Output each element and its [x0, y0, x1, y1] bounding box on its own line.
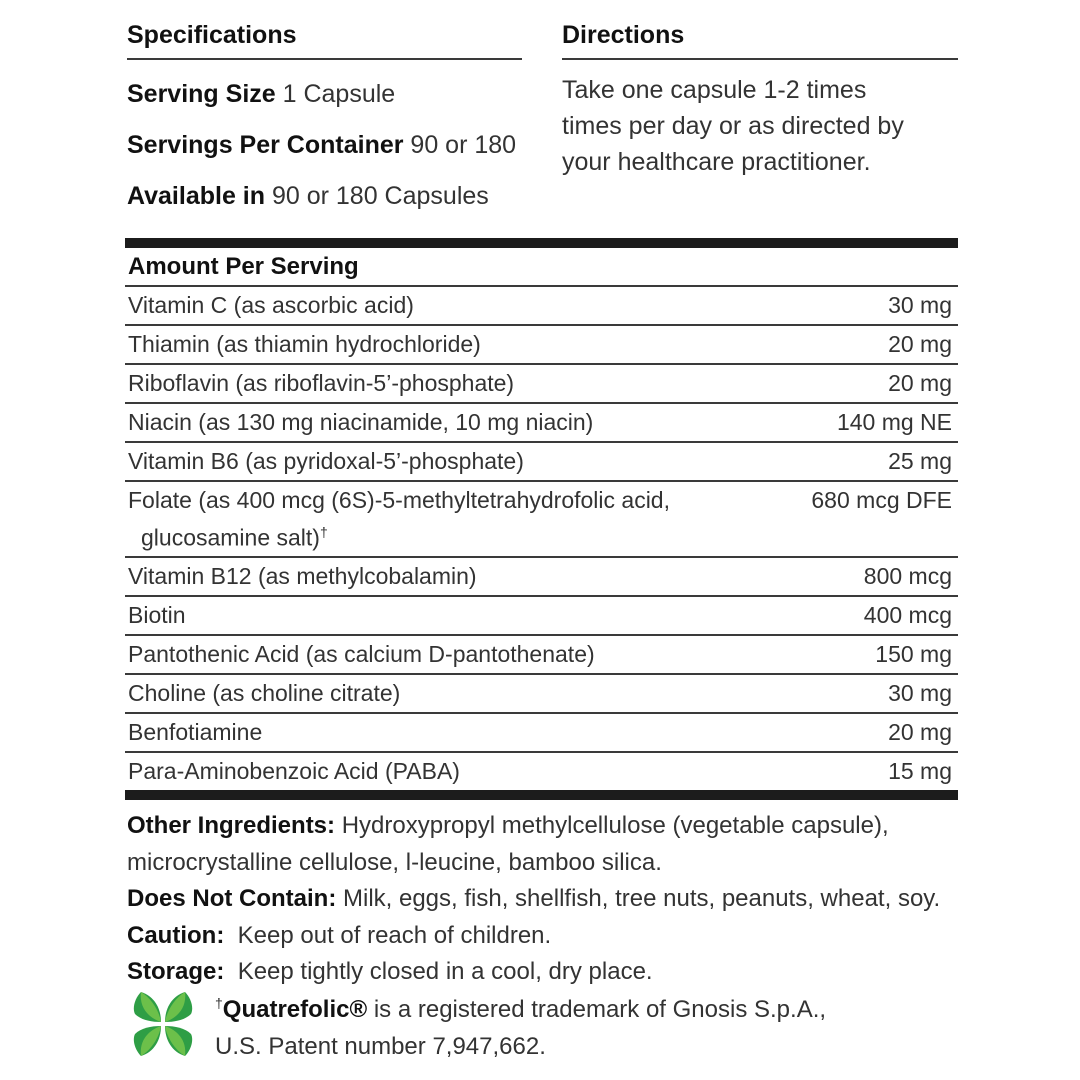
brand-name: Quatrefolic® — [222, 996, 368, 1023]
other-ingredients-text: Hydroxypropyl methylcellulose (vegetable capsule), microcrystalline cellulose, l-leucine, bamboo silica. — [127, 812, 889, 876]
table-row — [125, 365, 958, 404]
available-label: Available in — [127, 182, 266, 210]
storage-text: Keep tightly closed in a cool, dry place. — [224, 958, 653, 985]
caution-label: Caution: — [127, 921, 225, 949]
nutrient-amount: 20 mg — [888, 331, 952, 357]
directions-section — [562, 18, 958, 180]
other-info-section — [127, 808, 967, 991]
trademark-line1 — [215, 985, 826, 1028]
specifications-section — [127, 18, 522, 213]
servings-per-container — [127, 128, 522, 162]
nutrient-amount: 680 mcg DFE — [811, 487, 952, 513]
nutrient-name — [128, 484, 811, 554]
does-not-contain-text: Milk, eggs, fish, shellfish, tree nuts, peanuts, wheat, soy. — [336, 885, 941, 912]
serving-size — [127, 77, 522, 111]
table-row — [125, 753, 958, 790]
trademark-line1-rest: is a registered trademark of Gnosis S.p.A., — [367, 996, 827, 1023]
servings-label: Servings Per Container — [127, 131, 404, 159]
nutrient-name-line1: Folate (as 400 mcg (6S)-5-methyltetrahydrofolic acid, — [128, 487, 670, 513]
table-row — [125, 404, 958, 443]
storage-label: Storage: — [127, 958, 225, 985]
supplement-facts-table — [125, 238, 958, 800]
nutrient-amount: 30 mg — [888, 679, 952, 706]
available-in — [127, 179, 522, 213]
nutrient-name-continuation: glucosamine salt) — [141, 524, 320, 551]
table-row — [125, 597, 958, 636]
nutrient-amount: 400 mcg — [863, 601, 952, 628]
nutrient-name: Choline (as choline citrate) — [128, 679, 401, 706]
nutrient-name: Niacin (as 130 mg niacinamide, 10 mg niacin) — [128, 409, 594, 435]
caution — [127, 918, 967, 955]
nutrient-amount: 140 mg NE — [836, 409, 952, 435]
nutrient-amount: 15 mg — [888, 757, 952, 784]
directions-heading: Directions — [562, 18, 958, 60]
nutrient-amount: 20 mg — [888, 718, 952, 745]
nutrient-name: Biotin — [128, 601, 186, 628]
nutrient-name: Benfotiamine — [128, 718, 263, 745]
directions-text: Take one capsule 1-2 times times per day or as directed by your healthcare practitioner. — [562, 76, 904, 176]
other-ingredients-label: Other Ingredients: — [127, 812, 336, 839]
table-row — [125, 636, 958, 675]
nutrient-name: Vitamin B6 (as pyridoxal-5’-phosphate) — [128, 448, 524, 474]
caution-text: Keep out of reach of children. — [224, 921, 552, 949]
servings-value: 90 or 180 — [403, 131, 517, 159]
does-not-contain-label: Does Not Contain: — [127, 885, 337, 912]
table-bottom-rule — [125, 790, 958, 800]
table-row — [125, 558, 958, 597]
dagger-mark: † — [319, 524, 328, 540]
trademark-line2: U.S. Patent number 7,947,662. — [215, 1033, 546, 1060]
does-not-contain — [127, 881, 967, 918]
trademark-text — [215, 985, 826, 1065]
specifications-heading: Specifications — [127, 18, 522, 60]
nutrient-name: Vitamin C (as ascorbic acid) — [128, 292, 414, 318]
dagger-mark: † — [215, 995, 223, 1011]
nutrient-name: Pantothenic Acid (as calcium D-pantothenate) — [128, 640, 595, 667]
amount-per-serving-heading: Amount Per Serving — [125, 248, 958, 287]
table-row — [125, 287, 958, 326]
table-row — [125, 443, 958, 482]
serving-size-label: Serving Size — [127, 80, 276, 108]
nutrient-amount: 150 mg — [875, 640, 952, 667]
clover-icon — [127, 988, 199, 1060]
nutrient-amount: 25 mg — [888, 448, 952, 474]
nutrient-amount: 20 mg — [888, 370, 952, 396]
nutrient-name: Para-Aminobenzoic Acid (PABA) — [128, 757, 460, 784]
table-row — [125, 326, 958, 365]
table-row — [125, 675, 958, 714]
nutrient-name-line2 — [128, 516, 811, 554]
nutrient-amount: 800 mcg — [863, 562, 952, 589]
available-value: 90 or 180 Capsules — [265, 182, 489, 210]
other-ingredients — [127, 808, 967, 881]
serving-size-value: 1 Capsule — [275, 80, 396, 108]
table-top-rule — [125, 238, 958, 248]
nutrient-amount: 30 mg — [888, 292, 952, 318]
table-row — [125, 482, 958, 558]
nutrient-name: Thiamin (as thiamin hydrochloride) — [128, 331, 481, 357]
nutrient-name: Vitamin B12 (as methylcobalamin) — [128, 562, 477, 589]
trademark-note — [127, 985, 947, 1060]
nutrient-name: Riboflavin (as riboflavin-5’-phosphate) — [128, 370, 515, 396]
table-row — [125, 714, 958, 753]
